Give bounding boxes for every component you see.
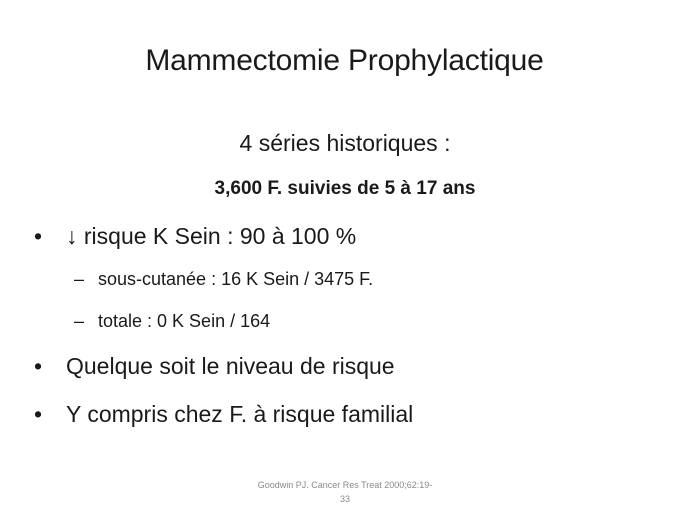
bullet-risk-reduction <box>34 223 356 250</box>
bullet-text: Quelque soit le niveau de risque <box>66 353 395 379</box>
bullet-marker: • <box>34 223 43 249</box>
reference-line: Goodwin PJ. Cancer Res Treat 2000;62:19- <box>257 480 433 490</box>
reference-line: 33 <box>339 494 350 504</box>
reference-citation <box>230 478 460 506</box>
slide-subtitle: 4 séries historiques : <box>239 130 451 156</box>
sub-bullet-sous-cutanee <box>74 269 373 290</box>
bullet-text: risque K Sein : 90 à 100 % <box>77 223 357 249</box>
sub-bullet-marker: – <box>74 311 85 331</box>
down-arrow-icon: ↓ <box>66 223 78 249</box>
slide-subtitle-bold: 3,600 F. suivies de 5 à 17 ans <box>214 178 476 199</box>
sub-bullet-text: totale : 0 K Sein / 164 <box>98 311 271 331</box>
sub-bullet-marker: – <box>74 269 85 289</box>
bullet-risk-level <box>34 353 395 380</box>
bullet-text: Y compris chez F. à risque familial <box>66 401 414 427</box>
bullet-familial-risk <box>34 401 413 428</box>
slide-title: Mammectomie Prophylactique <box>145 44 544 77</box>
bullet-marker: • <box>34 401 43 427</box>
bullet-marker: • <box>34 353 43 379</box>
sub-bullet-text: sous-cutanée : 16 K Sein / 3475 F. <box>98 269 374 289</box>
sub-bullet-totale <box>74 311 270 332</box>
